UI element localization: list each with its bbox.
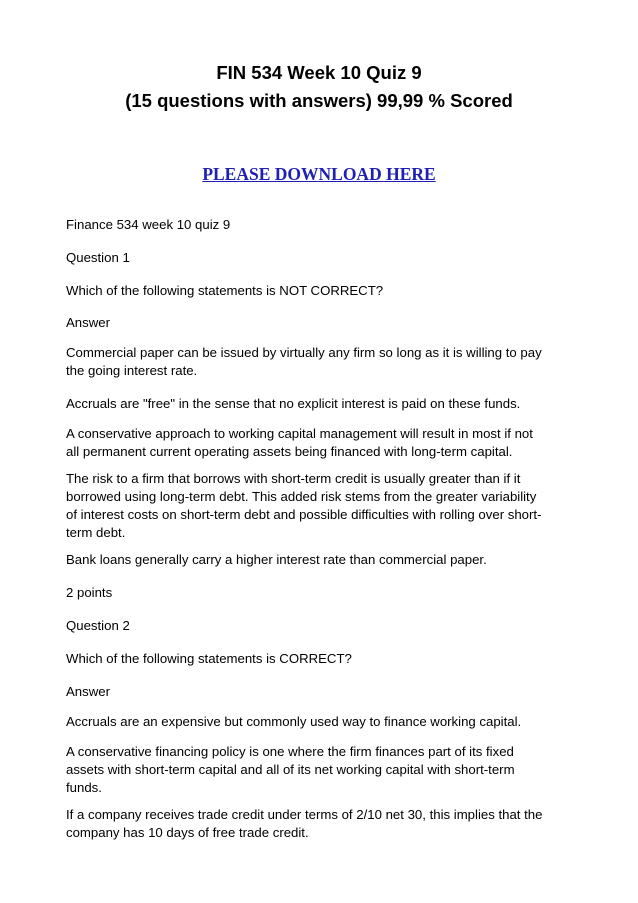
question-1-option-2 [66, 395, 596, 413]
document-title: FIN 534 Week 10 Quiz 9 [216, 62, 422, 83]
question-2-heading: Question 2 [66, 618, 130, 633]
option-line: A conservative approach to working capital management will result in most if not [66, 426, 533, 441]
question-1-points: 2 points [66, 585, 113, 600]
question-2-option-1 [66, 713, 596, 731]
option-line: assets with short-term capital and all of its net working capital with short-term [66, 762, 515, 777]
option-line: term debt. [66, 525, 126, 540]
question-2-option-3 [66, 806, 596, 842]
document-subtitle: (15 questions with answers) 99,99 % Scored [125, 90, 513, 111]
question-1-answer-label: Answer [66, 315, 110, 330]
option-line: funds. [66, 780, 102, 795]
option-line: all permanent current operating assets being financed with long-term capital. [66, 444, 513, 459]
question-2-option-2 [66, 743, 596, 797]
option-line: The risk to a firm that borrows with short-term credit is usually greater than if it [66, 471, 521, 486]
option-line: company has 10 days of free trade credit. [66, 825, 309, 840]
intro-text: Finance 534 week 10 quiz 9 [66, 217, 231, 232]
question-1-option-1 [66, 344, 596, 380]
question-1-option-3 [66, 425, 596, 461]
option-line: If a company receives trade credit under terms of 2/10 net 30, this implies that the [66, 807, 543, 822]
question-2-prompt: Which of the following statements is CORRECT? [66, 651, 352, 666]
option-line: Commercial paper can be issued by virtually any firm so long as it is willing to pay [66, 345, 542, 360]
question-1-option-4 [66, 470, 596, 542]
question-1-heading: Question 1 [66, 250, 130, 265]
option-line: the going interest rate. [66, 363, 198, 378]
option-line: A conservative financing policy is one where the firm finances part of its fixed [66, 744, 514, 759]
question-1-option-5 [66, 551, 596, 569]
download-link[interactable]: PLEASE DOWNLOAD HERE [202, 164, 436, 184]
option-line: of interest costs on short-term debt and possible difficulties with rolling over short- [66, 507, 542, 522]
question-1-prompt: Which of the following statements is NOT CORRECT? [66, 283, 384, 298]
option-line: Bank loans generally carry a higher interest rate than commercial paper. [66, 552, 487, 567]
option-line: Accruals are "free" in the sense that no explicit interest is paid on these funds. [66, 396, 521, 411]
option-line: borrowed using long-term debt. This added risk stems from the greater variability [66, 489, 537, 504]
option-line: Accruals are an expensive but commonly used way to finance working capital. [66, 714, 522, 729]
question-2-answer-label: Answer [66, 684, 110, 699]
